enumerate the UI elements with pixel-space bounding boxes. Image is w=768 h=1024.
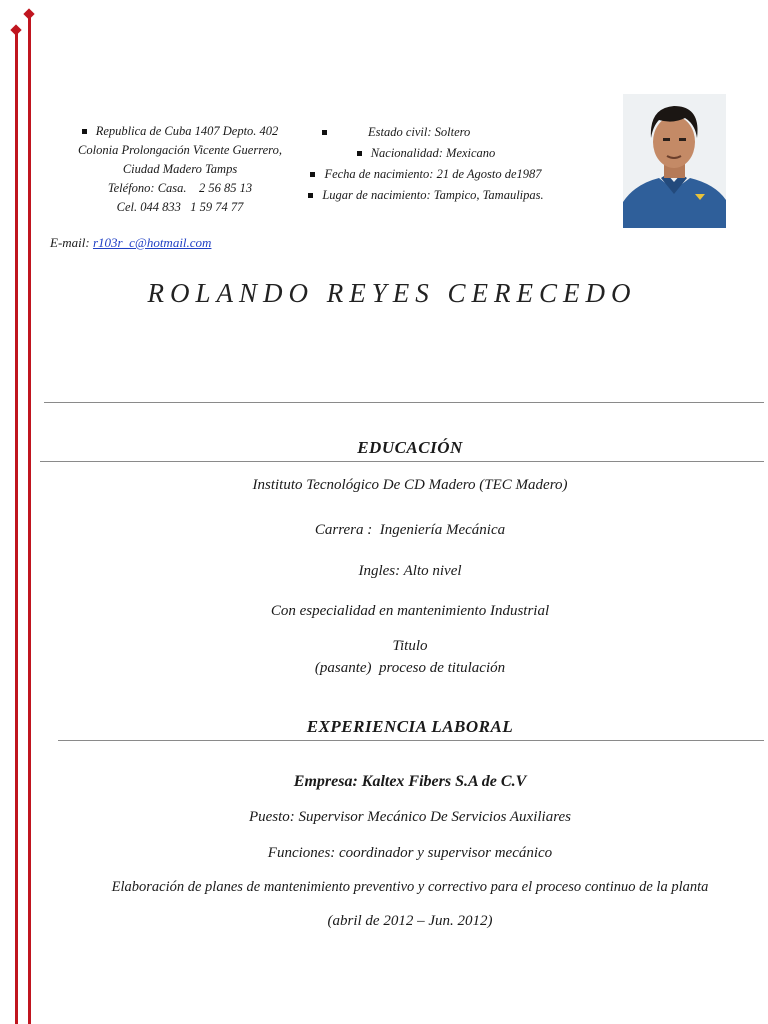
education-english: Ingles: Alto nivel — [358, 563, 462, 579]
address-line-3: Ciudad Madero Tamps — [122, 162, 238, 176]
experience-position: Puesto: Supervisor Mecánico De Servicios Auxiliares — [248, 809, 571, 825]
left-decorative-line — [15, 30, 18, 1024]
phone-cell: Cel. 044 833 1 59 74 77 — [116, 200, 244, 214]
education-degree-status: (pasante) proceso de titulación — [314, 660, 506, 676]
email-label: E-mail: — [50, 235, 90, 250]
divider — [40, 461, 764, 462]
square-bullet-icon — [322, 130, 327, 135]
education-institution: Instituto Tecnológico De CD Madero (TEC Madero) — [252, 477, 568, 493]
experience-title: EXPERIENCIA LABORAL — [306, 717, 514, 736]
square-bullet-icon — [308, 193, 313, 198]
divider — [44, 402, 764, 403]
nationality: Nacionalidad: Mexicano — [370, 146, 496, 160]
experience-description: Elaboración de planes de mantenimiento preventivo y correctivo para el proceso continuo de la planta — [111, 879, 709, 895]
phone-home: Teléfono: Casa. 2 56 85 13 — [107, 181, 253, 195]
left-decorative-line-2 — [28, 14, 31, 1024]
education-specialty: Con especialidad en mantenimiento Industrial — [270, 603, 550, 619]
education-title: EDUCACIÓN — [357, 438, 463, 457]
square-bullet-icon — [82, 129, 87, 134]
square-bullet-icon — [357, 151, 362, 156]
email-line — [50, 235, 211, 251]
diamond-tip-icon — [23, 8, 34, 19]
address-line-1: Republica de Cuba 1407 Depto. 402 — [95, 124, 279, 138]
education-degree: Titulo — [392, 638, 428, 654]
contact-address-block — [60, 122, 300, 217]
address-line-2: Colonia Prolongación Vicente Guerrero, — [78, 143, 282, 157]
profile-photo-image — [623, 94, 726, 228]
square-bullet-icon — [310, 172, 315, 177]
divider — [58, 740, 764, 741]
profile-photo — [623, 94, 726, 228]
birth-place: Lugar de nacimiento: Tampico, Tamaulipas. — [322, 188, 544, 202]
experience-period: (abril de 2012 – Jun. 2012) — [327, 913, 493, 929]
birth-date: Fecha de nacimiento: 21 de Agosto de1987 — [324, 167, 542, 181]
civil-status: Estado civil: Soltero — [368, 125, 471, 139]
experience-company: Empresa: Kaltex Fibers S.A de C.V — [293, 773, 527, 790]
email-link[interactable]: r103r_c@hotmail.com — [92, 235, 212, 250]
personal-info-block — [292, 122, 560, 206]
experience-functions: Funciones: coordinador y supervisor mecánico — [267, 845, 553, 861]
diamond-tip-icon — [10, 24, 21, 35]
education-career: Carrera : Ingeniería Mecánica — [314, 522, 506, 538]
candidate-name: ROLANDO REYES CERECEDO — [147, 278, 637, 308]
